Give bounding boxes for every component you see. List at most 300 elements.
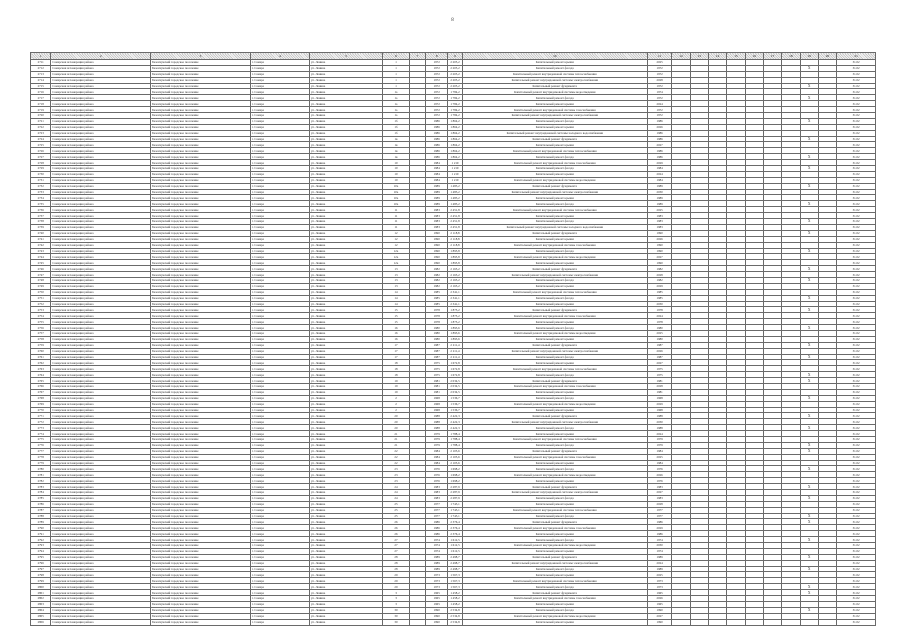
cell-house: 26 bbox=[383, 531, 409, 537]
cell-house: 10 bbox=[383, 171, 409, 177]
cell-street: ул. Ленина bbox=[309, 107, 382, 113]
cell-plan-year: 1990 bbox=[647, 619, 671, 625]
cell-organization: Самарская агломерация района bbox=[51, 101, 151, 107]
cell-plan-year: 1979 bbox=[647, 437, 671, 443]
cell-plan-year: 1972 bbox=[647, 65, 671, 71]
cell-work-type: Капитальный ремонт крыши bbox=[462, 572, 647, 578]
cell-work-type: Капитальный ремонт фасада bbox=[462, 277, 647, 283]
cell-house: 12а bbox=[383, 248, 409, 254]
cell-mark: X bbox=[800, 584, 818, 590]
cell-organization: Самарская агломерация района bbox=[51, 425, 151, 431]
cell-organization: Самарская агломерация района bbox=[51, 83, 151, 89]
cell-municipality: Безенчукский городское поселение bbox=[151, 283, 251, 289]
cell-street: ул. Ленина bbox=[309, 272, 382, 278]
cell-street: ул. Ленина bbox=[309, 584, 382, 590]
cell-street: ул. Ленина bbox=[309, 148, 382, 154]
cell-settlement: г. Самара bbox=[250, 490, 309, 496]
cell-id: 2797 bbox=[31, 566, 51, 572]
cell-house: 22 bbox=[383, 460, 409, 466]
column-header: 19 bbox=[800, 53, 818, 60]
cell-year: 1980 bbox=[425, 336, 447, 342]
cell-plan-year: 1972 bbox=[647, 113, 671, 119]
cell-plan-year: 1983 bbox=[647, 219, 671, 225]
cell-house: 12а bbox=[383, 254, 409, 260]
cell-house: 11 bbox=[383, 224, 409, 230]
cell-year: 1977 bbox=[425, 501, 447, 507]
cell-area: 1 219 bbox=[448, 160, 462, 166]
cell-id: 2790 bbox=[31, 525, 51, 531]
cell-id: 2729 bbox=[31, 166, 51, 172]
cell-work-type: Капитальный ремонт фундамента bbox=[462, 83, 647, 89]
cell-work-type: Капитальный ремонт фундамента bbox=[462, 590, 647, 596]
cell-settlement: г. Самара bbox=[250, 554, 309, 560]
cell-year: 1979 bbox=[425, 437, 447, 443]
cell-work-type: Капитальный ремонт фасада bbox=[462, 466, 647, 472]
cell-date: 31.02 bbox=[837, 425, 876, 431]
cell-settlement: г. Самара bbox=[250, 130, 309, 136]
cell-municipality: Безенчукский городское поселение bbox=[151, 277, 251, 283]
cell-date: 31.02 bbox=[837, 372, 876, 378]
cell-area: 2 205,2 bbox=[448, 83, 462, 89]
cell-work-type: Капитальный ремонт фасада bbox=[462, 537, 647, 543]
cell-municipality: Безенчукский городское поселение bbox=[151, 543, 251, 549]
cell-id: 2800 bbox=[31, 584, 51, 590]
cell-area: 1 864,2 bbox=[448, 130, 462, 136]
cell-settlement: г. Самара bbox=[250, 572, 309, 578]
cell-year: 1984 bbox=[425, 171, 447, 177]
cell-municipality: Безенчукский городское поселение bbox=[151, 124, 251, 130]
cell-organization: Самарская агломерация района bbox=[51, 113, 151, 119]
cell-id: 2793 bbox=[31, 543, 51, 549]
cell-work-type: Капитальный ремонт фасада bbox=[462, 201, 647, 207]
cell-street: ул. Ленина bbox=[309, 289, 382, 295]
column-header: 6 bbox=[383, 53, 409, 60]
cell-settlement: г. Самара bbox=[250, 484, 309, 490]
cell-area: 1 483,2 bbox=[448, 201, 462, 207]
cell-area: 1 788,4 bbox=[448, 442, 462, 448]
cell-organization: Самарская агломерация района bbox=[51, 460, 151, 466]
cell-mark bbox=[800, 619, 818, 625]
cell-date: 31.02 bbox=[837, 490, 876, 496]
cell-street: ул. Ленина bbox=[309, 619, 382, 625]
cell-house: 2 bbox=[383, 407, 409, 413]
cell-plan-year: 2030 bbox=[647, 543, 671, 549]
cell-municipality: Безенчукский городское поселение bbox=[151, 590, 251, 596]
cell-id: 2719 bbox=[31, 107, 51, 113]
cell-settlement: г. Самара bbox=[250, 272, 309, 278]
cell-area: 2 105,6 bbox=[448, 460, 462, 466]
cell-area: 2 118,8 bbox=[448, 230, 462, 236]
cell-organization: Самарская агломерация района bbox=[51, 307, 151, 313]
cell-street: ул. Ленина bbox=[309, 60, 382, 66]
cell-house: 1в bbox=[383, 148, 409, 154]
cell-plan-year: 2024 bbox=[647, 171, 671, 177]
column-header: 8 bbox=[425, 53, 447, 60]
cell-id: 2772 bbox=[31, 419, 51, 425]
cell-area: 2 534,8 bbox=[448, 619, 462, 625]
cell-plan-year: 1984 bbox=[647, 166, 671, 172]
cell-settlement: г. Самара bbox=[250, 513, 309, 519]
cell-date: 31.02 bbox=[837, 383, 876, 389]
cell-municipality: Безенчукский городское поселение bbox=[151, 330, 251, 336]
cell-municipality: Безенчукский городское поселение bbox=[151, 507, 251, 513]
cell-settlement: г. Самара bbox=[250, 89, 309, 95]
cell-work-type: Капитальный ремонт внутридомовой системы теплоснабжения bbox=[462, 71, 647, 77]
cell-id: 2784 bbox=[31, 490, 51, 496]
cell-settlement: г. Самара bbox=[250, 342, 309, 348]
cell-street: ул. Ленина bbox=[309, 295, 382, 301]
cell-street: ул. Ленина bbox=[309, 560, 382, 566]
cell-year: 1984 bbox=[425, 448, 447, 454]
cell-year: 1983 bbox=[425, 213, 447, 219]
cell-date: 31.02 bbox=[837, 354, 876, 360]
cell-mark: X bbox=[800, 230, 818, 236]
cell-id: 2736 bbox=[31, 207, 51, 213]
cell-empty bbox=[409, 619, 425, 625]
cell-empty bbox=[818, 619, 836, 625]
cell-area: 2 165,2 bbox=[448, 266, 462, 272]
cell-id: 2748 bbox=[31, 277, 51, 283]
cell-id: 2739 bbox=[31, 224, 51, 230]
cell-area: 2 422,3 bbox=[448, 413, 462, 419]
cell-date: 31.02 bbox=[837, 124, 876, 130]
cell-area: 2 287,9 bbox=[448, 484, 462, 490]
cell-plan-year: 1985 bbox=[647, 295, 671, 301]
cell-id: 2785 bbox=[31, 495, 51, 501]
cell-settlement: г. Самара bbox=[250, 295, 309, 301]
cell-date: 31.02 bbox=[837, 431, 876, 437]
cell-street: ул. Ленина bbox=[309, 325, 382, 331]
cell-street: ул. Ленина bbox=[309, 460, 382, 466]
cell-settlement: г. Самара bbox=[250, 71, 309, 77]
cell-date: 31.02 bbox=[837, 378, 876, 384]
cell-id: 2768 bbox=[31, 395, 51, 401]
cell-date: 31.02 bbox=[837, 183, 876, 189]
cell-settlement: г. Самара bbox=[250, 124, 309, 130]
cell-id: 2804 bbox=[31, 607, 51, 613]
cell-work-type: Капитальный ремонт внутридомовой системы теплоснабжения bbox=[462, 578, 647, 584]
cell-plan-year: 1986 bbox=[647, 136, 671, 142]
cell-plan-year: 1968 bbox=[647, 407, 671, 413]
cell-empty bbox=[690, 619, 708, 625]
cell-settlement: г. Самара bbox=[250, 136, 309, 142]
cell-organization: Самарская агломерация района bbox=[51, 289, 151, 295]
cell-work-type: Капитальный ремонт крыши bbox=[462, 319, 647, 325]
cell-street: ул. Ленина bbox=[309, 283, 382, 289]
cell-settlement: г. Самара bbox=[250, 613, 309, 619]
cell-area: 1 743,1 bbox=[448, 513, 462, 519]
cell-plan-year: 1975 bbox=[647, 366, 671, 372]
cell-year: 1986 bbox=[425, 148, 447, 154]
cell-house: 15 bbox=[383, 313, 409, 319]
cell-house: 28 bbox=[383, 560, 409, 566]
cell-id: 2746 bbox=[31, 266, 51, 272]
cell-date: 31.02 bbox=[837, 613, 876, 619]
cell-mark: X bbox=[800, 166, 818, 172]
cell-plan-year: 1981 bbox=[647, 389, 671, 395]
cell-date: 31.02 bbox=[837, 301, 876, 307]
column-header: 3 bbox=[151, 53, 251, 60]
table-body bbox=[31, 60, 876, 626]
cell-municipality: Безенчукский городское поселение bbox=[151, 596, 251, 602]
cell-date: 31.02 bbox=[837, 466, 876, 472]
cell-date: 31.02 bbox=[837, 442, 876, 448]
cell-year: 1974 bbox=[425, 537, 447, 543]
cell-organization: Самарская агломерация района bbox=[51, 160, 151, 166]
cell-date: 31.02 bbox=[837, 554, 876, 560]
cell-mark: X bbox=[800, 248, 818, 254]
cell-date: 31.02 bbox=[837, 195, 876, 201]
column-header: 14 bbox=[708, 53, 726, 60]
cell-area: 2 451,8 bbox=[448, 224, 462, 230]
cell-date: 31.02 bbox=[837, 283, 876, 289]
cell-organization: Самарская агломерация района bbox=[51, 354, 151, 360]
cell-organization: Самарская агломерация района bbox=[51, 189, 151, 195]
cell-year: 1972 bbox=[425, 89, 447, 95]
cell-work-type: Капитальный ремонт крыши bbox=[462, 360, 647, 366]
cell-id: 2722 bbox=[31, 124, 51, 130]
cell-area: 1 864,2 bbox=[448, 124, 462, 130]
cell-house: 3 bbox=[383, 590, 409, 596]
cell-house: 21 bbox=[383, 437, 409, 443]
cell-year: 1989 bbox=[425, 566, 447, 572]
cell-settlement: г. Самара bbox=[250, 607, 309, 613]
cell-organization: Самарская агломерация района bbox=[51, 484, 151, 490]
cell-area: 1 864,2 bbox=[448, 148, 462, 154]
cell-street: ул. Ленина bbox=[309, 130, 382, 136]
cell-year: 1983 bbox=[425, 224, 447, 230]
cell-date: 31.02 bbox=[837, 107, 876, 113]
cell-date: 31.02 bbox=[837, 325, 876, 331]
cell-id: 2715 bbox=[31, 83, 51, 89]
cell-house: 1в bbox=[383, 154, 409, 160]
cell-settlement: г. Самара bbox=[250, 537, 309, 543]
cell-id: 2760 bbox=[31, 348, 51, 354]
cell-area: 1 698,2 bbox=[448, 478, 462, 484]
cell-street: ул. Ленина bbox=[309, 313, 382, 319]
cell-organization: Самарская агломерация района bbox=[51, 590, 151, 596]
cell-organization: Самарская агломерация района bbox=[51, 77, 151, 83]
cell-work-type: Капитальный ремонт фасада bbox=[462, 295, 647, 301]
cell-settlement: г. Самара bbox=[250, 77, 309, 83]
cell-id: 2735 bbox=[31, 201, 51, 207]
cell-municipality: Безенчукский городское поселение bbox=[151, 77, 251, 83]
cell-house: 14 bbox=[383, 301, 409, 307]
cell-plan-year: 2029 bbox=[647, 525, 671, 531]
cell-date: 31.02 bbox=[837, 395, 876, 401]
cell-date: 31.02 bbox=[837, 578, 876, 584]
cell-street: ул. Ленина bbox=[309, 383, 382, 389]
cell-date: 31.02 bbox=[837, 166, 876, 172]
cell-mark: X bbox=[800, 378, 818, 384]
cell-area: 2 498,7 bbox=[448, 554, 462, 560]
cell-id: 2796 bbox=[31, 560, 51, 566]
cell-mark: X bbox=[800, 307, 818, 313]
cell-plan-year: 1987 bbox=[647, 354, 671, 360]
cell-date: 31.02 bbox=[837, 419, 876, 425]
cell-area: 1 612,5 bbox=[448, 537, 462, 543]
cell-street: ул. Ленина bbox=[309, 230, 382, 236]
cell-year: 1982 bbox=[425, 272, 447, 278]
cell-organization: Самарская агломерация района bbox=[51, 572, 151, 578]
cell-date: 31.02 bbox=[837, 60, 876, 66]
cell-date: 31.02 bbox=[837, 507, 876, 513]
cell-street: ул. Ленина bbox=[309, 495, 382, 501]
cell-work-type: Капитальный ремонт фундамента bbox=[462, 413, 647, 419]
cell-organization: Самарская агломерация района bbox=[51, 372, 151, 378]
cell-plan-year: 2025 bbox=[647, 207, 671, 213]
cell-work-type: Капитальный ремонт крыши bbox=[462, 236, 647, 242]
cell-area: 1 893,6 bbox=[448, 325, 462, 331]
cell-work-type: Капитальный ремонт крыши bbox=[462, 195, 647, 201]
cell-street: ул. Ленина bbox=[309, 613, 382, 619]
cell-work-type: Капитальный ремонт внутридомовой системы теплоснабжения bbox=[462, 148, 647, 154]
cell-settlement: г. Самара bbox=[250, 543, 309, 549]
cell-plan-year: 2030 bbox=[647, 189, 671, 195]
cell-work-type: Капитальный ремонт крыши bbox=[462, 619, 647, 625]
cell-work-type: Капитальный ремонт внутридомовой системы водоотведения bbox=[462, 472, 647, 478]
cell-settlement: г. Самара bbox=[250, 60, 309, 66]
cell-id: 2777 bbox=[31, 448, 51, 454]
cell-settlement: г. Самара bbox=[250, 507, 309, 513]
cell-area: 1 672,8 bbox=[448, 360, 462, 366]
cell-work-type: Капитальный ремонт внутридомовой системы газоснабжения bbox=[462, 160, 647, 166]
cell-work-type: Капитальный ремонт фундамента bbox=[462, 448, 647, 454]
cell-date: 31.02 bbox=[837, 77, 876, 83]
cell-year: 1972 bbox=[425, 113, 447, 119]
cell-id: 2757 bbox=[31, 330, 51, 336]
cell-settlement: г. Самара bbox=[250, 389, 309, 395]
cell-area: 2 451,8 bbox=[448, 207, 462, 213]
cell-organization: Самарская агломерация района bbox=[51, 360, 151, 366]
cell-plan-year: 1984 bbox=[647, 460, 671, 466]
cell-area: 2 451,8 bbox=[448, 219, 462, 225]
cell-street: ул. Ленина bbox=[309, 478, 382, 484]
cell-house: 10 bbox=[383, 166, 409, 172]
cell-id: 2788 bbox=[31, 513, 51, 519]
cell-organization: Самарская агломерация района bbox=[51, 195, 151, 201]
cell-id: 2725 bbox=[31, 142, 51, 148]
cell-organization: Самарская агломерация района bbox=[51, 490, 151, 496]
cell-plan-year: 1982 bbox=[647, 266, 671, 272]
cell-organization: Самарская агломерация района bbox=[51, 230, 151, 236]
cell-id: 2738 bbox=[31, 219, 51, 225]
cell-year: 1972 bbox=[425, 71, 447, 77]
cell-work-type: Капитальный ремонт внутридомовой системы электроснабжения bbox=[462, 560, 647, 566]
cell-house: 24 bbox=[383, 490, 409, 496]
cell-year: 1973 bbox=[425, 578, 447, 584]
cell-house: 23 bbox=[383, 466, 409, 472]
cell-house: 29 bbox=[383, 584, 409, 590]
cell-area: 1 788,4 bbox=[448, 437, 462, 443]
cell-street: ул. Ленина bbox=[309, 207, 382, 213]
cell-date: 31.02 bbox=[837, 460, 876, 466]
cell-mark: X bbox=[800, 513, 818, 519]
cell-id: 2765 bbox=[31, 378, 51, 384]
cell-year: 1990 bbox=[425, 260, 447, 266]
cell-municipality: Безенчукский городское поселение bbox=[151, 248, 251, 254]
cell-street: ул. Ленина bbox=[309, 578, 382, 584]
cell-organization: Самарская агломерация района bbox=[51, 89, 151, 95]
cell-area: 1 743,1 bbox=[448, 507, 462, 513]
cell-plan-year: 1975 bbox=[647, 372, 671, 378]
cell-settlement: г. Самара bbox=[250, 407, 309, 413]
cell-organization: Самарская агломерация района bbox=[51, 330, 151, 336]
cell-municipality: Безенчукский городское поселение bbox=[151, 260, 251, 266]
cell-work-type: Капитальный ремонт внутридомовой системы холодного водоснабжения bbox=[462, 130, 647, 136]
cell-municipality: Безенчукский городское поселение bbox=[151, 319, 251, 325]
cell-year: 1980 bbox=[425, 330, 447, 336]
column-header: 21 bbox=[837, 53, 876, 60]
cell-mark: X bbox=[800, 495, 818, 501]
cell-organization: Самарская агломерация района bbox=[51, 260, 151, 266]
cell-date: 31.02 bbox=[837, 360, 876, 366]
cell-municipality: Безенчукский городское поселение bbox=[151, 525, 251, 531]
cell-house: 24 bbox=[383, 495, 409, 501]
cell-work-type: Капитальный ремонт внутридомовой системы водоотведения bbox=[462, 613, 647, 619]
cell-work-type: Капитальный ремонт фасада bbox=[462, 118, 647, 124]
cell-organization: Самарская агломерация района bbox=[51, 107, 151, 113]
cell-plan-year: 1980 bbox=[647, 325, 671, 331]
cell-id: 2751 bbox=[31, 295, 51, 301]
cell-date: 31.02 bbox=[837, 454, 876, 460]
cell-municipality: Безенчукский городское поселение bbox=[151, 531, 251, 537]
cell-id: 2794 bbox=[31, 548, 51, 554]
cell-work-type: Капитальный ремонт крыши bbox=[462, 531, 647, 537]
cell-street: ул. Ленина bbox=[309, 354, 382, 360]
cell-settlement: г. Самара bbox=[250, 160, 309, 166]
cell-year: 1975 bbox=[425, 366, 447, 372]
cell-organization: Самарская агломерация района bbox=[51, 348, 151, 354]
cell-organization: Самарская агломерация района bbox=[51, 313, 151, 319]
cell-id: 2802 bbox=[31, 596, 51, 602]
cell-year: 1972 bbox=[425, 60, 447, 66]
cell-house: 22 bbox=[383, 454, 409, 460]
cell-plan-year: 1990 bbox=[647, 242, 671, 248]
cell-plan-year: 2027 bbox=[647, 613, 671, 619]
cell-street: ул. Ленина bbox=[309, 307, 382, 313]
cell-house: 1а bbox=[383, 107, 409, 113]
cell-plan-year: 2024 bbox=[647, 313, 671, 319]
cell-municipality: Безенчукский городское поселение bbox=[151, 272, 251, 278]
cell-date: 31.02 bbox=[837, 342, 876, 348]
cell-work-type: Капитальный ремонт крыши bbox=[462, 101, 647, 107]
cell-work-type: Капитальный ремонт крыши bbox=[462, 389, 647, 395]
cell-date: 31.02 bbox=[837, 478, 876, 484]
cell-area: 1 219 bbox=[448, 166, 462, 172]
cell-area: 1 895,8 bbox=[448, 248, 462, 254]
cell-house: 28 bbox=[383, 566, 409, 572]
cell-organization: Самарская агломерация района bbox=[51, 71, 151, 77]
cell-mark: X bbox=[800, 95, 818, 101]
cell-organization: Самарская агломерация района bbox=[51, 478, 151, 484]
cell-municipality: Безенчукский городское поселение bbox=[151, 354, 251, 360]
cell-work-type: Капитальный ремонт крыши bbox=[462, 478, 647, 484]
cell-settlement: г. Самара bbox=[250, 224, 309, 230]
cell-work-type: Капитальный ремонт внутридомовой системы газоснабжения bbox=[462, 242, 647, 248]
cell-area: 1 893,6 bbox=[448, 336, 462, 342]
cell-work-type: Капитальный ремонт фасада bbox=[462, 219, 647, 225]
cell-year: 1990 bbox=[425, 230, 447, 236]
cell-plan-year: 1974 bbox=[647, 89, 671, 95]
cell-street: ул. Ленина bbox=[309, 154, 382, 160]
cell-house: 26 bbox=[383, 519, 409, 525]
cell-house: 1а bbox=[383, 113, 409, 119]
cell-street: ул. Ленина bbox=[309, 401, 382, 407]
cell-street: ул. Ленина bbox=[309, 260, 382, 266]
cell-settlement: г. Самара bbox=[250, 590, 309, 596]
cell-street: ул. Ленина bbox=[309, 572, 382, 578]
